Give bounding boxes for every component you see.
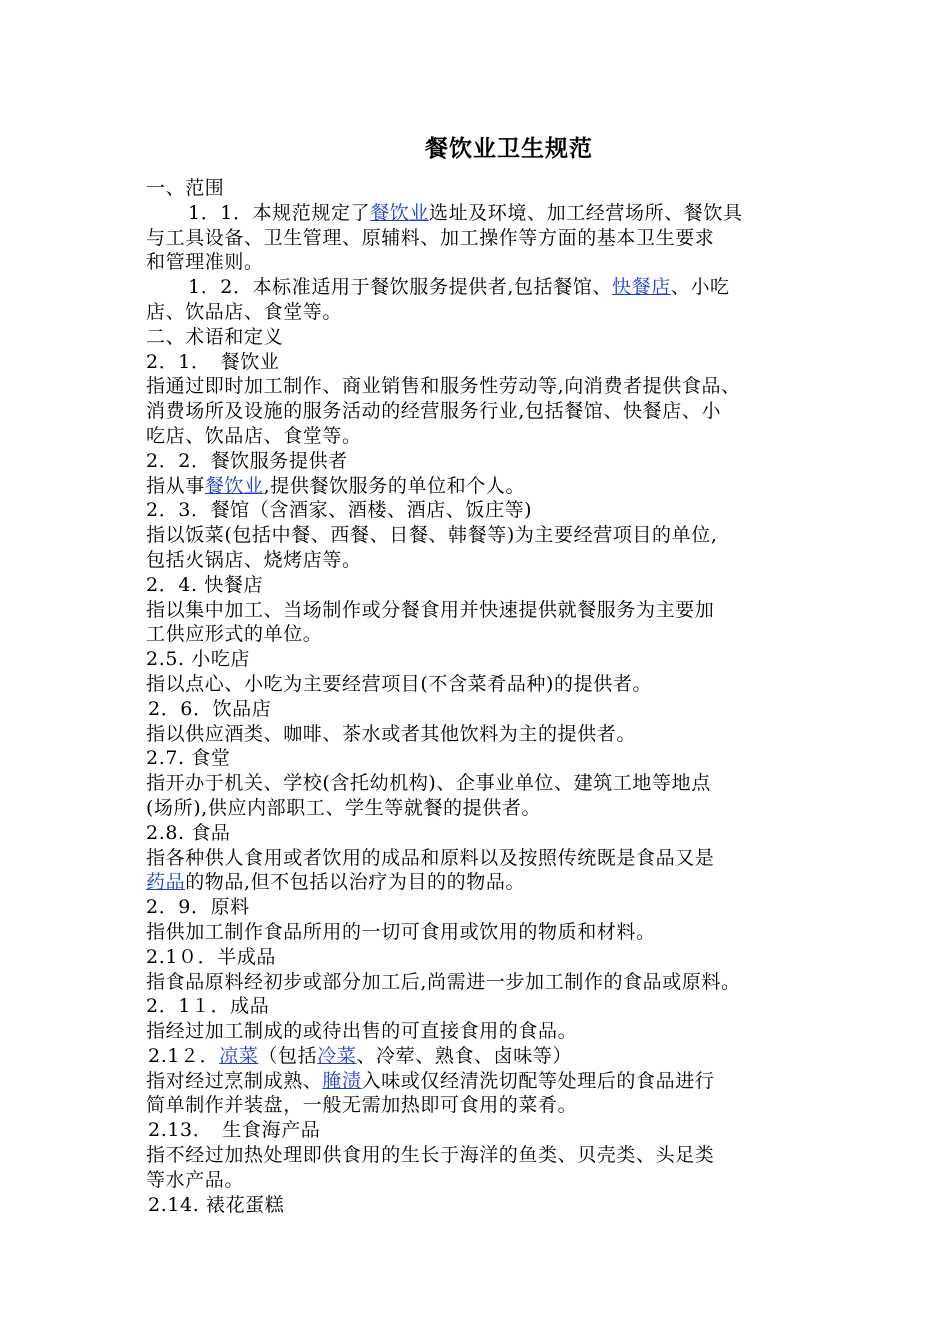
term-link[interactable]: 餐饮业	[370, 201, 429, 224]
text-run: 工供应形式的单位。	[146, 623, 323, 646]
text-run: （包括	[258, 1044, 318, 1067]
text-line	[146, 1069, 846, 1094]
section-heading	[146, 176, 846, 201]
text-run: 2.13． 生食海产品	[148, 1119, 321, 1142]
text-run: 吃店、饮品店、食堂等。	[146, 424, 362, 447]
text-line	[146, 374, 846, 399]
text-line	[146, 920, 846, 945]
text-line	[146, 870, 846, 895]
text-run: 指通过即时加工制作、商业销售和服务性劳动等,向消费者提供食品、	[146, 375, 741, 398]
text-run: 一、范围	[146, 177, 225, 199]
text-line	[146, 970, 846, 995]
text-line	[146, 672, 846, 697]
term-link[interactable]: 餐饮业	[204, 474, 264, 497]
text-line	[146, 598, 846, 623]
text-run: 指以点心、小吃为主要经营项目(不含菜肴品种)的提供者。	[146, 672, 653, 695]
text-run: ,提供餐饮服务的单位和个人。	[263, 474, 526, 497]
text-run: 2．9．原料	[146, 896, 250, 919]
document-page	[146, 132, 846, 1217]
text-line	[146, 250, 846, 275]
text-line	[146, 399, 846, 424]
text-run: 2.8. 食品	[146, 821, 231, 844]
text-run: 指经过加工制成的或待出售的可直接食用的食品。	[146, 1020, 578, 1043]
text-line	[146, 275, 846, 300]
text-run: 包括火锅店、烧烤店等。	[146, 548, 362, 571]
text-line	[146, 746, 846, 771]
text-run: 指对经过烹制成熟、	[146, 1069, 323, 1092]
text-run: 2．3．餐馆（含酒家、酒楼、酒店、饭庄等)	[146, 499, 533, 522]
text-run: 指以饭菜(包括中餐、西餐、日餐、韩餐等)为主要经营项目的单位,	[146, 524, 718, 547]
text-run: 2.5. 小吃店	[146, 648, 251, 671]
text-run: 等水产品。	[146, 1168, 245, 1191]
text-line	[146, 523, 846, 548]
text-run: 2.14. 裱花蛋糕	[148, 1193, 285, 1216]
document-body	[146, 176, 846, 1217]
text-line	[146, 945, 846, 970]
text-line	[146, 697, 846, 722]
text-line	[146, 474, 846, 499]
text-run: 1．2．本标准适用于餐饮服务提供者,包括餐馆、	[188, 276, 613, 299]
text-run: 2.1０．半成品	[146, 945, 277, 968]
text-run: 1．1．本规范规定了	[188, 201, 371, 224]
text-line	[146, 895, 846, 920]
text-line	[146, 424, 846, 449]
term-link[interactable]: 腌渍	[322, 1069, 362, 1092]
text-line	[146, 846, 846, 871]
text-line	[146, 1118, 846, 1143]
text-line	[146, 771, 846, 796]
text-line	[146, 573, 846, 598]
text-run: 二、术语和定义	[146, 325, 284, 348]
text-run: 指食品原料经初步或部分加工后,尚需进一步加工制作的食品或原料。	[146, 970, 741, 993]
text-run: 2．2．餐饮服务提供者	[146, 449, 348, 472]
section-heading	[146, 325, 846, 350]
text-run: 、小吃	[670, 276, 730, 299]
text-line	[146, 548, 846, 573]
text-run: (场所),供应内部职工、学生等就餐的提供者。	[146, 796, 542, 819]
text-run: 2.1２．	[148, 1044, 220, 1067]
text-run: 指开办于机关、学校(含托幼机构)、企事业单位、建筑工地等地点	[146, 772, 711, 795]
text-run: 2.7. 食堂	[146, 747, 231, 770]
text-line	[146, 201, 846, 226]
term-link[interactable]: 凉菜	[219, 1044, 259, 1067]
text-line	[146, 722, 846, 747]
text-run: 2．4. 快餐店	[146, 573, 264, 596]
text-run: 与工具设备、卫生管理、原辅料、加工操作等方面的基本卫生要求	[146, 226, 715, 249]
text-run: 入味或仅经清洗切配等处理后的食品进行	[361, 1069, 715, 1092]
text-run: 店、饮品店、食堂等。	[146, 300, 343, 323]
text-run: 指供加工制作食品所用的一切可食用或饮用的物质和材料。	[146, 920, 656, 943]
text-line	[146, 821, 846, 846]
text-line	[146, 994, 846, 1019]
text-run: 、冷荤、熟食、卤味等）	[356, 1044, 573, 1067]
text-line	[146, 796, 846, 821]
text-line	[146, 498, 846, 523]
term-link[interactable]: 快餐店	[612, 276, 671, 299]
text-line	[146, 1168, 846, 1193]
text-line	[146, 1044, 846, 1069]
term-link[interactable]: 药品	[146, 871, 186, 894]
document-title: 餐饮业卫生规范	[425, 135, 593, 162]
text-run: 消费场所及设施的服务活动的经营服务行业,包括餐馆、快餐店、小	[146, 400, 722, 423]
text-run: 指各种供人食用或者饮用的成品和原料以及按照传统既是食品又是	[146, 846, 715, 869]
text-run: 指以集中加工、当场制作或分餐食用并快速提供就餐服务为主要加	[146, 598, 715, 621]
text-line	[146, 449, 846, 474]
text-line	[146, 1019, 846, 1044]
text-line	[146, 622, 846, 647]
text-run: 的物品,但不包括以治疗为目的的物品。	[185, 871, 526, 894]
text-run: 简单制作并装盘，一般无需加热即可食用的菜肴。	[146, 1094, 578, 1117]
text-line	[146, 350, 846, 375]
text-line	[146, 226, 846, 251]
text-run: 指以供应酒类、咖啡、茶水或者其他饮料为主的提供者。	[146, 722, 637, 745]
text-run: 和管理准则。	[146, 251, 264, 274]
text-run: 2．1１．成品	[146, 995, 270, 1018]
text-run: 2．1． 餐饮业	[146, 350, 280, 373]
text-run: 2．6．饮品店	[148, 697, 272, 720]
text-run: 指从事	[146, 474, 205, 497]
text-line	[146, 1093, 846, 1118]
text-line	[146, 1193, 846, 1218]
text-line	[146, 647, 846, 672]
text-run: 指不经过加热处理即供食用的生长于海洋的鱼类、贝壳类、头足类	[146, 1144, 715, 1167]
text-run: 选址及环境、加工经营场所、餐饮具	[429, 201, 743, 224]
text-line	[146, 300, 846, 325]
text-line	[146, 1143, 846, 1168]
term-link[interactable]: 冷菜	[317, 1044, 357, 1067]
